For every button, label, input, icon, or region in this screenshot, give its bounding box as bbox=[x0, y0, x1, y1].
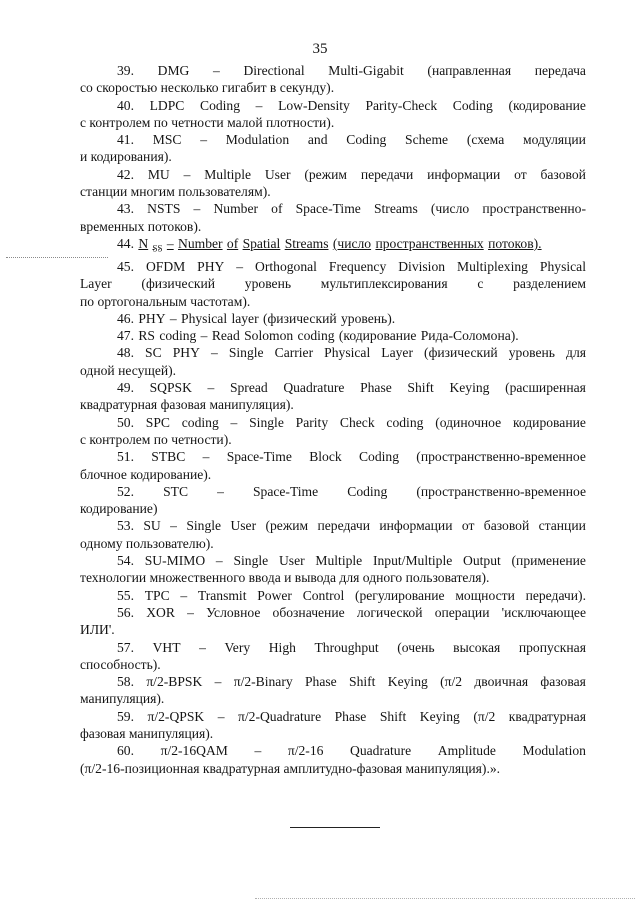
list-item bbox=[80, 517, 586, 552]
entry-word: Input/Multiple bbox=[372, 553, 453, 569]
entry-word: Multiple bbox=[204, 166, 252, 182]
entry-word: Division bbox=[398, 258, 446, 274]
entry-number: 56. bbox=[117, 604, 134, 620]
entry-word: SPC bbox=[145, 414, 170, 430]
entry-number: 49. bbox=[117, 380, 134, 396]
entry-word: – bbox=[202, 449, 210, 465]
entry-continuation-line: манипуляция). bbox=[80, 691, 165, 707]
entry-word: (кодирование bbox=[338, 328, 417, 344]
entry-word: Quadrature bbox=[350, 743, 412, 759]
entry-word: Number bbox=[178, 235, 223, 251]
entry-continuation-line: квадратурная фазовая манипуляция). bbox=[80, 397, 294, 413]
entry-first-line bbox=[117, 552, 586, 569]
entry-word: потоков). bbox=[488, 235, 542, 251]
entry-number: 57. bbox=[117, 639, 134, 655]
list-item bbox=[80, 483, 586, 518]
entry-first-line bbox=[117, 379, 586, 396]
entry-word: (пространственно-временное bbox=[416, 449, 586, 465]
entry-word: высокая bbox=[453, 639, 501, 655]
entry-number: 41. bbox=[117, 132, 134, 148]
list-item bbox=[80, 327, 586, 344]
entry-word: (расширенная bbox=[505, 380, 586, 396]
entry-first-line bbox=[117, 639, 586, 656]
entry-word: от bbox=[461, 518, 475, 534]
entry-word: Streams bbox=[284, 235, 329, 251]
entry-word: coding bbox=[159, 328, 197, 344]
abbreviation-list bbox=[80, 62, 586, 777]
entry-word: пропускная bbox=[518, 639, 586, 655]
entry-word: – bbox=[207, 380, 215, 396]
entry-word: π/2-Binary bbox=[233, 674, 293, 690]
entry-word: NSTS bbox=[147, 201, 181, 217]
entry-word: Keying bbox=[387, 674, 428, 690]
entry-word: π/2-BPSK bbox=[146, 674, 203, 690]
entry-word: Coding bbox=[452, 97, 493, 113]
entry-word: Physical bbox=[181, 310, 228, 326]
entry-word: Quadrature bbox=[283, 380, 345, 396]
entry-word: передачи bbox=[317, 518, 370, 534]
entry-word: PHY bbox=[138, 310, 166, 326]
list-item bbox=[80, 200, 586, 235]
entry-number: 51. bbox=[117, 449, 134, 465]
entry-continuation-line: ИЛИ'. bbox=[80, 622, 115, 638]
entry-number: 46. bbox=[117, 310, 134, 326]
entry-number: 43. bbox=[117, 201, 134, 217]
entry-first-line bbox=[117, 587, 586, 604]
entry-number: 47. bbox=[117, 328, 134, 344]
entry-word: Space-Time bbox=[252, 483, 319, 499]
entry-continuation-line: технологии множественного ввода и вывода для одного пользователя). bbox=[80, 570, 490, 586]
entry-continuation-line: способность). bbox=[80, 656, 161, 672]
entry-word: – bbox=[230, 414, 238, 430]
entry-first-line bbox=[117, 200, 586, 217]
entry-word: Phase bbox=[360, 380, 392, 396]
list-item bbox=[80, 673, 586, 708]
entry-first-line bbox=[117, 310, 586, 327]
entry-word: – bbox=[187, 604, 194, 620]
entry-continuation-line: блочное кодирование). bbox=[80, 466, 212, 482]
entry-word: Transmit bbox=[197, 587, 247, 603]
entry-word: N $_{SS}$ bbox=[138, 235, 163, 254]
entry-word: Low-Density bbox=[278, 97, 350, 113]
entry-first-line bbox=[117, 448, 586, 465]
entry-first-line bbox=[117, 708, 586, 725]
entry-word: кодирование bbox=[512, 414, 586, 430]
entry-word: – bbox=[210, 345, 218, 361]
entry-first-line bbox=[117, 673, 586, 690]
entry-word: (π/2 bbox=[473, 708, 496, 724]
entry-word: базовой bbox=[483, 518, 530, 534]
entry-word: (применение bbox=[511, 553, 586, 569]
entry-continuation-line: одной несущей). bbox=[80, 362, 177, 378]
entry-word: MU bbox=[147, 166, 170, 182]
entry-word: of bbox=[271, 201, 283, 217]
entry-word: Output bbox=[463, 553, 501, 569]
entry-word: coding bbox=[297, 328, 335, 344]
entry-word: π/2-Quadrature bbox=[238, 708, 322, 724]
entry-word: передачи bbox=[360, 166, 414, 182]
entry-word: передача bbox=[534, 63, 586, 78]
entry-word: станции bbox=[538, 518, 586, 534]
entry-word: – bbox=[170, 518, 177, 534]
entry-word: TPC bbox=[144, 587, 170, 603]
entry-word: Shift bbox=[407, 380, 434, 396]
entry-word: информации bbox=[379, 518, 453, 534]
entry-word: – bbox=[200, 132, 207, 148]
entry-first-line bbox=[117, 517, 586, 534]
entry-word: (очень bbox=[397, 639, 435, 655]
entry-word: Modulation bbox=[522, 743, 586, 759]
entry-number: 52. bbox=[117, 483, 134, 499]
entry-word: (регулирование bbox=[354, 587, 445, 603]
entry-word: – bbox=[213, 63, 220, 78]
entry-word: – bbox=[200, 328, 208, 344]
entry-first-line bbox=[117, 483, 586, 500]
entry-word: Physical bbox=[324, 345, 371, 361]
entry-word: VHT bbox=[152, 639, 181, 655]
entry-word: (π/2 bbox=[440, 674, 463, 690]
entry-continuation-line: со скоростью несколько гигабит в секунду). bbox=[80, 80, 335, 96]
entry-word: MSC bbox=[152, 132, 182, 148]
entry-word: – bbox=[193, 201, 201, 217]
entry-word: Carrier bbox=[274, 345, 314, 361]
entry-word: π/2-16 bbox=[287, 743, 324, 759]
entry-first-line bbox=[117, 414, 586, 431]
entry-word: уровень bbox=[508, 345, 555, 361]
entry-word: квадратурная bbox=[508, 708, 586, 724]
entry-word: Keying bbox=[419, 708, 460, 724]
entry-word: STBC bbox=[151, 449, 186, 465]
entry-first-line bbox=[117, 327, 586, 344]
entry-word: Multiplexing bbox=[456, 258, 528, 274]
entry-word: (число bbox=[332, 235, 372, 251]
entry-continuation-line: с контролем по четности малой плотности). bbox=[80, 114, 335, 130]
scan-edge-line bbox=[255, 898, 635, 899]
entry-word: Phase bbox=[334, 708, 367, 724]
entry-word: SQPSK bbox=[149, 380, 192, 396]
entry-word: (режим bbox=[304, 166, 347, 182]
entry-number: 48. bbox=[117, 345, 134, 361]
entry-word: Spatial bbox=[242, 235, 281, 251]
entry-word: Number bbox=[213, 201, 259, 217]
entry-word: PHY bbox=[197, 258, 225, 274]
entry-word: Streams bbox=[373, 201, 418, 217]
entry-word: 'исключающее bbox=[501, 604, 586, 620]
entry-continuation-line: кодирование) bbox=[80, 501, 158, 517]
entry-first-line bbox=[117, 131, 586, 148]
entry-word: двоичная bbox=[474, 674, 529, 690]
entry-word: Orthogonal bbox=[255, 258, 317, 274]
entry-word: Layer bbox=[381, 345, 413, 361]
list-item bbox=[80, 604, 586, 639]
list-item bbox=[80, 62, 586, 97]
entry-word: SU-MIMO bbox=[144, 553, 206, 569]
entry-word: layer bbox=[231, 310, 259, 326]
entry-word: Scheme bbox=[405, 132, 449, 148]
list-item bbox=[80, 235, 586, 258]
entry-word: RS bbox=[138, 328, 155, 344]
entry-word: Space-Time bbox=[295, 201, 361, 217]
entry-word: Shift bbox=[349, 674, 376, 690]
entry-word: LDPC bbox=[149, 97, 185, 113]
entry-continuation-line: с контролем по четности). bbox=[80, 431, 232, 447]
entry-number: 54. bbox=[117, 553, 134, 569]
entry-word: High bbox=[268, 639, 296, 655]
entry-word: Keying bbox=[449, 380, 490, 396]
list-item bbox=[80, 639, 586, 674]
entry-continuation-line: Layer (физический уровень мультиплексирования с разделением bbox=[80, 276, 586, 292]
entry-word: User bbox=[230, 518, 257, 534]
entry-word: пространственных bbox=[375, 235, 484, 251]
entry-word: Solomon bbox=[244, 328, 294, 344]
entry-continuation-line: временных потоков). bbox=[80, 218, 202, 234]
entry-word: для bbox=[566, 345, 586, 361]
entry-number: 55. bbox=[117, 587, 134, 603]
entry-number: 39. bbox=[117, 63, 134, 78]
entry-number: 58. bbox=[117, 674, 134, 690]
entry-word: Modulation bbox=[225, 132, 290, 148]
entry-word: фазовая bbox=[540, 674, 586, 690]
list-item bbox=[80, 552, 586, 587]
list-item bbox=[80, 587, 586, 604]
entry-word: Coding bbox=[347, 483, 388, 499]
entry-first-line bbox=[117, 62, 586, 79]
entry-first-line bbox=[117, 166, 586, 183]
entry-word: User bbox=[264, 166, 291, 182]
entry-word: Single bbox=[233, 553, 269, 569]
entry-word: Physical bbox=[539, 258, 586, 274]
entry-word: от bbox=[514, 166, 527, 182]
list-item bbox=[80, 166, 586, 201]
entry-word: Spread bbox=[229, 380, 268, 396]
entry-word: Throughput bbox=[314, 639, 379, 655]
entry-word: Условное bbox=[206, 604, 261, 620]
entry-word: XOR bbox=[146, 604, 175, 620]
entry-word: – bbox=[199, 639, 206, 655]
entry-word: Single bbox=[249, 414, 284, 430]
entry-number: 59. bbox=[117, 708, 134, 724]
entry-word: Block bbox=[309, 449, 342, 465]
entry-word: пространственно- bbox=[482, 201, 586, 217]
list-item bbox=[80, 310, 586, 327]
entry-word: (кодирование bbox=[508, 97, 586, 113]
entry-word: – bbox=[236, 258, 244, 274]
entry-word: Control bbox=[302, 587, 345, 603]
entry-word: Power bbox=[257, 587, 292, 603]
entry-word: DMG bbox=[157, 63, 190, 78]
page-number: 35 bbox=[312, 41, 328, 57]
entry-word: (направленная bbox=[427, 63, 512, 78]
entry-word: π/2-16QAM bbox=[160, 743, 228, 759]
entry-word: мощности bbox=[455, 587, 515, 603]
entry-continuation-line: фазовая манипуляция). bbox=[80, 726, 214, 741]
entry-word: Phase bbox=[304, 674, 337, 690]
entry-word: Check bbox=[339, 414, 375, 430]
entry-word: Multiple bbox=[315, 553, 363, 569]
entry-word: обозначение bbox=[272, 604, 345, 620]
list-item bbox=[80, 379, 586, 414]
entry-word: Coding bbox=[200, 97, 241, 113]
entry-word: – bbox=[254, 743, 262, 759]
entry-word: (схема bbox=[466, 132, 505, 148]
entry-word: – bbox=[214, 674, 222, 690]
entry-word: (число bbox=[430, 201, 470, 217]
entry-word: SU bbox=[143, 518, 161, 534]
entry-word: информации bbox=[427, 166, 501, 182]
entry-word: – bbox=[169, 310, 177, 326]
list-item bbox=[80, 448, 586, 483]
entry-first-line bbox=[117, 604, 586, 621]
entry-continuation-line: и кодирования). bbox=[80, 149, 172, 165]
entry-word: π/2-QPSK bbox=[147, 708, 205, 724]
entry-first-line bbox=[117, 97, 586, 114]
entry-word: Coding bbox=[358, 449, 399, 465]
entry-word: Read bbox=[211, 328, 240, 344]
entry-first-line bbox=[117, 344, 586, 361]
entry-word: Frequency bbox=[328, 258, 387, 274]
entry-word: Parity-Check bbox=[365, 97, 438, 113]
entry-word: (одиночное bbox=[435, 414, 502, 430]
entry-word: передачи). bbox=[525, 587, 586, 603]
entry-word: OFDM bbox=[145, 258, 186, 274]
entry-number: 50. bbox=[117, 414, 134, 430]
entry-continuation-line: по ортогональным частотам). bbox=[80, 293, 251, 309]
list-item bbox=[80, 742, 586, 777]
entry-word: (физический bbox=[262, 310, 337, 326]
entry-word: Directional bbox=[243, 63, 305, 78]
entry-word: логической bbox=[356, 604, 423, 620]
list-item bbox=[80, 131, 586, 166]
entry-word: – bbox=[215, 553, 223, 569]
entry-continuation-line: (π/2-16-позиционная квадратурная амплитудно-фазовая манипуляция).». bbox=[80, 760, 501, 776]
entry-word: – bbox=[217, 483, 224, 499]
list-item bbox=[80, 97, 586, 132]
entry-word: and bbox=[307, 132, 328, 148]
entry-word: of bbox=[226, 235, 239, 251]
entry-word: (режим bbox=[265, 518, 309, 534]
entry-word: Very bbox=[224, 639, 251, 655]
entry-word: Single bbox=[186, 518, 222, 534]
entry-word: coding bbox=[181, 414, 219, 430]
entry-word: модуляции bbox=[522, 132, 586, 148]
entry-number: 40. bbox=[117, 97, 134, 113]
entry-word: SC bbox=[145, 345, 162, 361]
entry-number: 44. bbox=[117, 235, 134, 251]
entry-word: STC bbox=[163, 483, 189, 499]
list-item bbox=[80, 708, 586, 743]
entry-word: Рида-Соломона). bbox=[420, 328, 519, 344]
entry-first-line bbox=[117, 742, 586, 759]
entry-number: 60. bbox=[117, 743, 134, 759]
entry-number: 42. bbox=[117, 166, 134, 182]
list-item bbox=[80, 344, 586, 379]
entry-word: базовой bbox=[540, 166, 586, 182]
entry-number: 53. bbox=[117, 518, 134, 534]
entry-word: Amplitude bbox=[437, 743, 496, 759]
entry-word: – bbox=[217, 708, 225, 724]
entry-word: User bbox=[278, 553, 305, 569]
entry-word: уровень). bbox=[340, 310, 396, 326]
entry-word: – bbox=[255, 97, 263, 113]
entry-word: Parity bbox=[295, 414, 329, 430]
entry-word: Single bbox=[228, 345, 264, 361]
entry-word: Coding bbox=[346, 132, 387, 148]
entry-number: 45. bbox=[117, 258, 134, 274]
entry-word: Multi-Gigabit bbox=[328, 63, 404, 78]
entry-word: операции bbox=[434, 604, 490, 620]
entry-word: – bbox=[183, 166, 191, 182]
entry-first-line bbox=[117, 235, 586, 258]
entry-continuation-line: одному пользователю). bbox=[80, 535, 214, 551]
list-item bbox=[80, 414, 586, 449]
entry-word: Shift bbox=[379, 708, 407, 724]
entry-word: – bbox=[180, 587, 188, 603]
entry-continuation-line: станции многим пользователям). bbox=[80, 184, 271, 200]
footer-rule bbox=[290, 827, 380, 828]
entry-word: PHY bbox=[172, 345, 200, 361]
entry-word: (пространственно-временное bbox=[416, 483, 586, 499]
entry-word: (физический bbox=[424, 345, 498, 361]
entry-word: Space-Time bbox=[226, 449, 292, 465]
entry-word: – bbox=[166, 235, 174, 251]
entry-word: coding bbox=[386, 414, 424, 430]
entry-first-line bbox=[117, 258, 586, 275]
list-item bbox=[80, 258, 586, 310]
